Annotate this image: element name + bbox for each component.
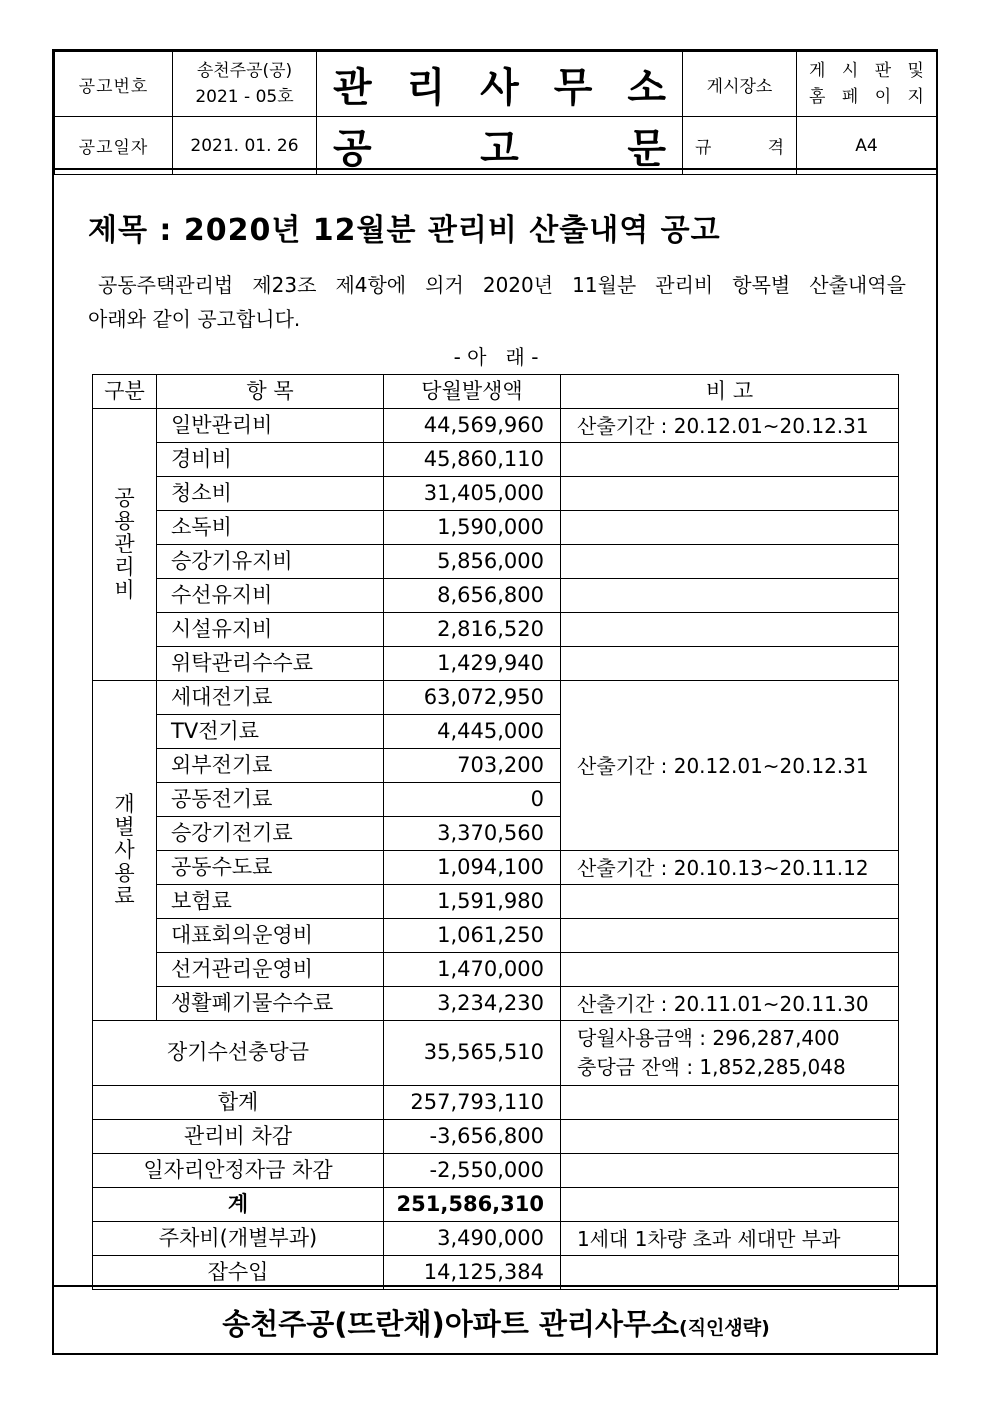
table-row	[93, 953, 899, 987]
item-amount: 3,234,230	[384, 987, 561, 1021]
item-amount: 31,405,000	[384, 477, 561, 511]
item-note	[561, 443, 899, 477]
summary-amount: 3,490,000	[384, 1222, 561, 1256]
reserve-note-line: 당월사용금액 : 296,287,400	[577, 1026, 840, 1050]
header-divider	[54, 168, 936, 170]
item-amount: 2,816,520	[384, 613, 561, 647]
posting-place-label: 게시장소	[683, 52, 797, 117]
table-header-row	[93, 375, 899, 409]
intro-line1	[88, 268, 906, 302]
posting-place-char: 판	[874, 61, 892, 81]
item-amount: 0	[384, 783, 561, 817]
category-char: 사	[114, 837, 135, 862]
spec-label-char: 격	[767, 138, 784, 158]
item-amount: 1,590,000	[384, 511, 561, 545]
summary-label: 계	[93, 1188, 384, 1222]
item-name: 공동수도료	[157, 851, 384, 885]
posting-place-char: 이	[874, 87, 892, 107]
item-name: 선거관리운영비	[157, 953, 384, 987]
footer-divider	[54, 1285, 936, 1287]
office-title-char: 리	[406, 64, 446, 111]
intro-word: 산출내역을	[809, 273, 906, 297]
table-row	[93, 987, 899, 1021]
posting-place-value	[797, 52, 937, 117]
item-name: 승강기유지비	[157, 545, 384, 579]
summary-note	[561, 1086, 899, 1120]
item-note	[561, 477, 899, 511]
spec-label-char: 규	[695, 138, 712, 158]
reserve-label: 장기수선충당금	[93, 1021, 384, 1086]
notice-no-value-line2: 2021 - 05호	[195, 87, 294, 107]
table-row	[93, 681, 899, 715]
notice-subject: 제목 : 2020년 12월분 관리비 산출내역 공고	[88, 213, 721, 248]
item-amount: 8,656,800	[384, 579, 561, 613]
item-note	[561, 545, 899, 579]
spec-label	[683, 117, 797, 175]
column-header: 비 고	[561, 375, 899, 409]
category-char: 관	[114, 531, 135, 556]
notice-date-value: 2021. 01. 26	[173, 117, 317, 175]
item-note: 산출기간 : 20.11.01~20.11.30	[561, 987, 899, 1021]
electric-note: 산출기간 : 20.12.01~20.12.31	[561, 681, 899, 851]
category-common-fee	[93, 409, 157, 681]
category-char: 별	[114, 814, 135, 839]
item-amount: 44,569,960	[384, 409, 561, 443]
notice-date-label: 공고일자	[55, 117, 173, 175]
column-header: 항 목	[157, 375, 384, 409]
item-amount: 5,856,000	[384, 545, 561, 579]
item-note	[561, 919, 899, 953]
intro-line2: 아래와 같이 공고합니다.	[88, 307, 301, 331]
item-name: 세대전기료	[157, 681, 384, 715]
item-note	[561, 511, 899, 545]
item-name: 소독비	[157, 511, 384, 545]
item-name: 대표회의운영비	[157, 919, 384, 953]
intro-word: 의거	[425, 273, 464, 297]
item-name: 일반관리비	[157, 409, 384, 443]
posting-place-char: 및	[907, 61, 924, 81]
summary-amount: 251,586,310	[384, 1188, 561, 1222]
summary-row	[93, 1120, 899, 1154]
summary-label: 일자리안정자금 차감	[93, 1154, 384, 1188]
item-amount: 1,470,000	[384, 953, 561, 987]
table-row	[93, 919, 899, 953]
item-name: 외부전기료	[157, 749, 384, 783]
office-title-char: 관	[333, 64, 372, 111]
summary-note: 1세대 1차량 초과 세대만 부과	[561, 1222, 899, 1256]
reserve-note-line: 충당금 잔액 : 1,852,285,048	[577, 1055, 846, 1079]
column-header: 구분	[93, 375, 157, 409]
summary-label: 관리비 차감	[93, 1120, 384, 1154]
summary-row	[93, 1188, 899, 1222]
item-note	[561, 953, 899, 987]
item-name: 승강기전기료	[157, 817, 384, 851]
office-title-char: 사	[480, 64, 519, 111]
intro-word: 항목별	[732, 273, 791, 297]
footer	[0, 1302, 992, 1343]
category-char: 리	[114, 555, 135, 580]
sub-heading-text: - 아 래 -	[453, 345, 539, 369]
category-individual-fee	[93, 681, 157, 1021]
table-row	[93, 409, 899, 443]
notice-no-label: 공고번호	[55, 52, 173, 117]
item-note: 산출기간 : 20.12.01~20.12.31	[561, 409, 899, 443]
posting-place-char: 홈	[809, 87, 826, 107]
category-char: 용	[114, 861, 135, 886]
summary-row	[93, 1086, 899, 1120]
item-name: 보험료	[157, 885, 384, 919]
category-char: 개	[114, 791, 135, 816]
notice-no-value	[173, 52, 317, 117]
summary-note	[561, 1154, 899, 1188]
notice-no-value-line1: 송천주공(공)	[196, 61, 293, 81]
item-amount: 3,370,560	[384, 817, 561, 851]
item-note	[561, 579, 899, 613]
column-header: 당월발생액	[384, 375, 561, 409]
item-amount: 1,061,250	[384, 919, 561, 953]
sub-heading	[0, 341, 992, 370]
item-note	[561, 613, 899, 647]
intro-paragraph	[88, 268, 906, 336]
summary-label: 합계	[93, 1086, 384, 1120]
item-name: 경비비	[157, 443, 384, 477]
summary-row	[93, 1222, 899, 1256]
item-note	[561, 647, 899, 681]
category-char: 용	[114, 508, 135, 533]
category-char: 공	[114, 485, 135, 510]
item-amount: 1,094,100	[384, 851, 561, 885]
item-name: 위탁관리수수료	[157, 647, 384, 681]
category-char: 료	[114, 884, 135, 909]
item-note: 산출기간 : 20.10.13~20.11.12	[561, 851, 899, 885]
notice-title-char: 고	[480, 126, 519, 172]
posting-place-char: 페	[841, 87, 859, 107]
item-amount: 45,860,110	[384, 443, 561, 477]
reserve-amount: 35,565,510	[384, 1021, 561, 1086]
item-amount: 1,591,980	[384, 885, 561, 919]
summary-amount: -2,550,000	[384, 1154, 561, 1188]
category-char: 비	[114, 578, 135, 603]
notice-title-char: 문	[627, 126, 666, 172]
summary-row	[93, 1154, 899, 1188]
intro-word: 공동주택관리법	[98, 273, 234, 297]
table-row	[93, 443, 899, 477]
summary-label: 잡수입	[93, 1256, 384, 1290]
office-title-char: 무	[553, 64, 593, 111]
table-row	[93, 511, 899, 545]
spec-value: A4	[797, 117, 937, 175]
table-row	[93, 885, 899, 919]
intro-word: 2020년	[482, 273, 554, 297]
table-row	[93, 545, 899, 579]
table-row	[93, 851, 899, 885]
table-row	[93, 613, 899, 647]
table-row	[93, 477, 899, 511]
posting-place-char: 지	[907, 87, 924, 107]
fee-table	[92, 374, 898, 1290]
notice-title	[317, 117, 683, 175]
intro-word: 제4항에	[335, 273, 407, 297]
item-name: 청소비	[157, 477, 384, 511]
notice-title-char: 공	[333, 126, 372, 172]
reserve-note	[561, 1021, 899, 1086]
summary-note	[561, 1188, 899, 1222]
summary-amount: 14,125,384	[384, 1256, 561, 1290]
item-name: 생활폐기물수수료	[157, 987, 384, 1021]
office-title-char: 소	[627, 64, 666, 111]
summary-label: 주차비(개별부과)	[93, 1222, 384, 1256]
footer-org: 송천주공(뜨란채)아파트 관리사무소	[222, 1307, 680, 1341]
item-amount: 1,429,940	[384, 647, 561, 681]
posting-place-char: 시	[841, 61, 859, 81]
intro-word: 관리비	[655, 273, 714, 297]
notice-header	[54, 51, 936, 172]
item-name: 수선유지비	[157, 579, 384, 613]
item-name: TV전기료	[157, 715, 384, 749]
summary-note	[561, 1120, 899, 1154]
intro-word: 제23조	[252, 273, 317, 297]
item-note	[561, 885, 899, 919]
summary-amount: -3,656,800	[384, 1120, 561, 1154]
intro-word: 11월분	[572, 273, 637, 297]
item-amount: 4,445,000	[384, 715, 561, 749]
item-amount: 63,072,950	[384, 681, 561, 715]
summary-amount: 257,793,110	[384, 1086, 561, 1120]
table-row	[93, 579, 899, 613]
reserve-row	[93, 1021, 899, 1086]
table-row	[93, 647, 899, 681]
item-name: 시설유지비	[157, 613, 384, 647]
footer-seal-note: (직인생략)	[679, 1317, 770, 1339]
posting-place-char: 게	[809, 61, 826, 81]
office-title	[317, 52, 683, 117]
item-name: 공동전기료	[157, 783, 384, 817]
item-amount: 703,200	[384, 749, 561, 783]
